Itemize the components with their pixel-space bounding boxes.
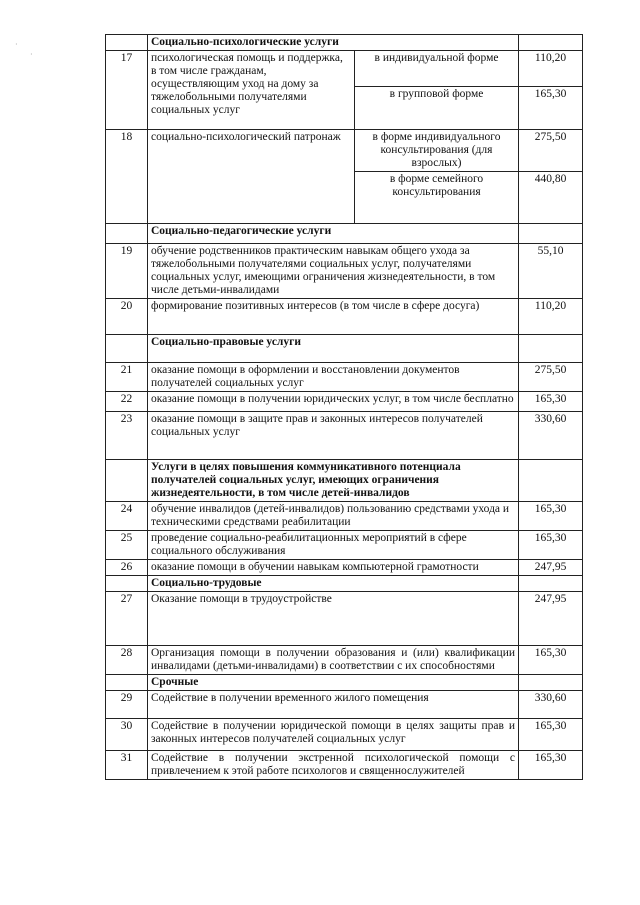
row-number: 21 — [106, 363, 148, 392]
price-value: 110,20 — [519, 299, 583, 335]
row-number: 22 — [106, 392, 148, 412]
section-title: Социально-правовые услуги — [148, 335, 519, 363]
row-number: 30 — [106, 719, 148, 751]
price-value: 55,10 — [519, 244, 583, 299]
price-value: 275,50 — [519, 363, 583, 392]
service-form: в форме семейного консультирования — [355, 172, 519, 224]
price-value: 247,95 — [519, 560, 583, 576]
section-title: Услуги в целях повышения коммуникативного потенциала получателей социальных услуг, имеющих ограничения жизнедеятельности, в том числе детей-инвалидов — [148, 460, 519, 502]
price-value: 165,30 — [519, 531, 583, 560]
row-number: 31 — [106, 751, 148, 780]
service-form: в групповой форме — [355, 87, 519, 130]
empty-cell — [519, 675, 583, 691]
service-name: оказание помощи в защите прав и законных интересов получателей социальных услуг — [148, 412, 519, 460]
service-row — [106, 299, 583, 335]
section-header-row — [106, 675, 583, 691]
service-name: обучение родственников практическим навыкам общего ухода за тяжелобольными получателями социальных услуг, получателями социальных услуг, имеющими ограничения жизнедеятельности, в том числе детьми-инвалидами — [148, 244, 519, 299]
row-number: 28 — [106, 646, 148, 675]
price-value: 165,30 — [519, 646, 583, 675]
service-name: Содействие в получении временного жилого помещения — [148, 691, 519, 719]
row-number: 18 — [106, 130, 148, 224]
section-header-row — [106, 35, 583, 51]
price-value: 330,60 — [519, 691, 583, 719]
service-row — [106, 502, 583, 531]
service-row — [106, 412, 583, 460]
empty-cell — [519, 335, 583, 363]
service-row — [106, 751, 583, 780]
service-row — [106, 646, 583, 675]
price-value: 165,30 — [519, 719, 583, 751]
empty-cell — [106, 675, 148, 691]
service-name: оказание помощи в оформлении и восстановлении документов получателей социальных услуг — [148, 363, 519, 392]
price-value: 330,60 — [519, 412, 583, 460]
empty-cell — [519, 576, 583, 592]
service-row — [106, 719, 583, 751]
service-name: формирование позитивных интересов (в том числе в сфере досуга) — [148, 299, 519, 335]
price-value: 165,30 — [519, 87, 583, 130]
price-value: 165,30 — [519, 502, 583, 531]
row-number: 19 — [106, 244, 148, 299]
price-value: 275,50 — [519, 130, 583, 172]
row-number: 24 — [106, 502, 148, 531]
services-price-table — [105, 34, 583, 780]
service-name: психологическая помощь и поддержка, в том числе гражданам, осуществляющим уход на дому за тяжелобольными получателями социальных услуг — [148, 51, 355, 130]
service-name: проведение социально-реабилитационных мероприятий в сфере социального обслуживания — [148, 531, 519, 560]
service-name: оказание помощи в получении юридических услуг, в том числе бесплатно — [148, 392, 519, 412]
scan-speck: · — [15, 40, 18, 49]
empty-cell — [519, 224, 583, 244]
price-value: 110,20 — [519, 51, 583, 87]
service-name: социально-психологический патронаж — [148, 130, 355, 224]
row-number: 29 — [106, 691, 148, 719]
service-name: оказание помощи в обучении навыкам компьютерной грамотности — [148, 560, 519, 576]
empty-cell — [519, 35, 583, 51]
service-form: в индивидуальной форме — [355, 51, 519, 87]
scan-speck: · — [30, 50, 33, 59]
service-name: Оказание помощи в трудоустройстве — [148, 592, 519, 646]
section-title: Социально-трудовые — [148, 576, 519, 592]
row-number: 27 — [106, 592, 148, 646]
service-name: Содействие в получении юридической помощи в целях защиты прав и законных интересов получателей социальных услуг — [148, 719, 519, 751]
service-name: Содействие в получении экстренной психологической помощи с привлечением к этой работе психологов и священнослужителей — [148, 751, 519, 780]
service-row — [106, 244, 583, 299]
empty-cell — [106, 35, 148, 51]
empty-cell — [519, 460, 583, 502]
row-number: 20 — [106, 299, 148, 335]
price-value: 440,80 — [519, 172, 583, 224]
service-row — [106, 51, 583, 87]
service-row — [106, 392, 583, 412]
section-header-row — [106, 576, 583, 592]
row-number: 23 — [106, 412, 148, 460]
section-header-row — [106, 460, 583, 502]
empty-cell — [106, 224, 148, 244]
empty-cell — [106, 460, 148, 502]
row-number: 26 — [106, 560, 148, 576]
section-header-row — [106, 224, 583, 244]
service-row — [106, 560, 583, 576]
row-number: 25 — [106, 531, 148, 560]
row-number: 17 — [106, 51, 148, 130]
section-header-row — [106, 335, 583, 363]
section-title: Социально-педагогические услуги — [148, 224, 519, 244]
price-value: 247,95 — [519, 592, 583, 646]
price-value: 165,30 — [519, 751, 583, 780]
empty-cell — [106, 335, 148, 363]
service-name: обучение инвалидов (детей-инвалидов) пользованию средствами ухода и техническими средствами реабилитации — [148, 502, 519, 531]
service-row — [106, 363, 583, 392]
service-name: Организация помощи в получении образования и (или) квалификации инвалидами (детьми-инвалидами) в соответствии с их способностями — [148, 646, 519, 675]
service-row — [106, 691, 583, 719]
service-row — [106, 130, 583, 172]
service-row — [106, 592, 583, 646]
empty-cell — [106, 576, 148, 592]
service-form: в форме индивидуального консультирования (для взрослых) — [355, 130, 519, 172]
price-value: 165,30 — [519, 392, 583, 412]
section-title: Срочные — [148, 675, 519, 691]
section-title: Социально-психологические услуги — [148, 35, 519, 51]
service-row — [106, 531, 583, 560]
